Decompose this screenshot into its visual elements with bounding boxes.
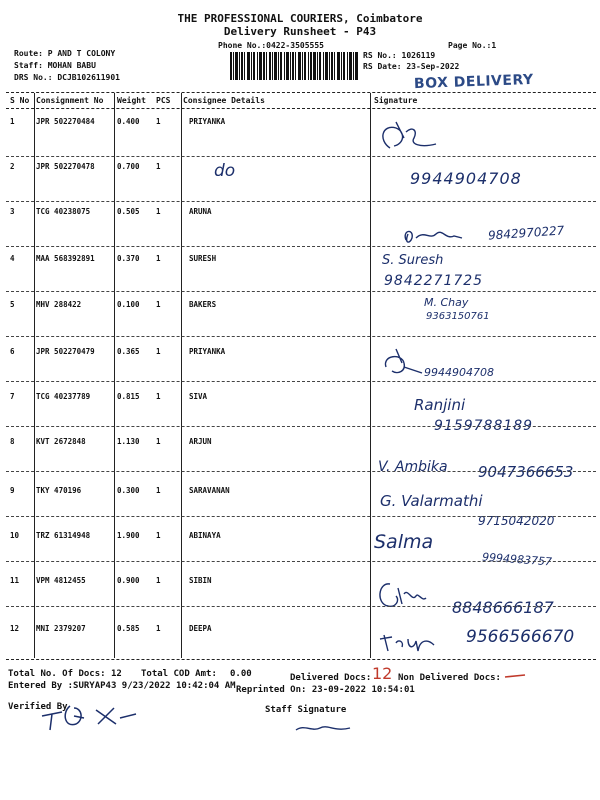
total-cod-label: Total COD Amt:	[141, 669, 217, 679]
row-consignment: JPR 502270479	[36, 347, 95, 356]
row-sno: 12	[10, 624, 20, 633]
row-consignee: SIVA	[189, 392, 208, 401]
row-pcs: 1	[156, 624, 161, 633]
table-row	[0, 202, 600, 246]
row-weight: 0.365	[117, 347, 140, 356]
row-consignee: ABINAYA	[189, 531, 221, 540]
col-header-signature: Signature	[374, 96, 418, 105]
staff-signature-label: Staff Signature	[265, 705, 347, 715]
row-consignee: ARJUN	[189, 437, 212, 446]
row-pcs: 1	[156, 162, 161, 171]
table-row	[0, 562, 600, 617]
table-top-rule	[6, 92, 596, 93]
row-sno: 2	[10, 162, 15, 171]
signature-phone: 9363150761	[426, 311, 490, 322]
signature-name: G. Valarmathi	[380, 492, 483, 510]
signature-scribble	[378, 629, 440, 657]
row-sno: 10	[10, 531, 20, 540]
row-weight: 0.815	[117, 392, 140, 401]
signature-name: S. Suresh	[382, 253, 444, 268]
table-row	[0, 292, 600, 336]
row-consignment: MNI 2379207	[36, 624, 86, 633]
row-pcs: 1	[156, 300, 161, 309]
row-consignee: DEEPA	[189, 624, 212, 633]
row-weight: 0.400	[117, 117, 140, 126]
row-consignment: TKY 470196	[36, 486, 82, 495]
row-consignee: PRIYANKA	[189, 347, 226, 356]
table-row	[0, 607, 600, 659]
signature-name: V. Ambika	[378, 459, 448, 475]
row-pcs: 1	[156, 576, 161, 585]
col-header-weight: Weight	[117, 96, 146, 105]
row-consignee: SIBIN	[189, 576, 212, 585]
box-delivery-stamp: BOX DELIVERY	[413, 71, 534, 93]
row-consignment: TCG 40237789	[36, 392, 91, 401]
row-consignee: ARUNA	[189, 207, 212, 216]
entered-by: Entered By :SURYAP43 9/23/2022 10:42:04 AM	[8, 681, 236, 691]
row-consignee: BAKERS	[189, 300, 217, 309]
table-row	[0, 472, 600, 528]
row-consignee: SARAVANAN	[189, 486, 230, 495]
table-row	[0, 427, 600, 481]
staff-signature	[294, 720, 354, 736]
non-delivered-dash	[503, 672, 529, 680]
signature-phone: 9944904708	[424, 366, 494, 379]
row-pcs: 1	[156, 437, 161, 446]
row-sno: 4	[10, 254, 15, 263]
signature-scribble	[376, 118, 446, 158]
row-weight: 0.900	[117, 576, 140, 585]
row-sno: 9	[10, 486, 15, 495]
route-label: Route: P AND T COLONY	[14, 49, 116, 58]
row-weight: 0.585	[117, 624, 140, 633]
signature-phone: 9047366653	[478, 463, 574, 481]
row-pcs: 1	[156, 347, 161, 356]
row-sno: 11	[10, 576, 20, 585]
col-header-consignee: Consignee Details	[183, 96, 265, 105]
signature-phone: 9842970227	[487, 223, 565, 243]
table-row	[0, 517, 600, 569]
ditto-mark: do	[214, 161, 236, 181]
col-header-pcs: PCS	[156, 96, 171, 105]
row-sno: 3	[10, 207, 15, 216]
signature-name: Ranjini	[414, 396, 466, 414]
row-weight: 0.700	[117, 162, 140, 171]
row-consignment: TCG 40238075	[36, 207, 91, 216]
page-number: Page No.:1	[448, 41, 497, 50]
col-header-sno: S No	[10, 96, 30, 105]
row-sno: 7	[10, 392, 15, 401]
table-row	[0, 157, 600, 201]
row-pcs: 1	[156, 207, 161, 216]
row-weight: 0.505	[117, 207, 140, 216]
row-weight: 1.900	[117, 531, 140, 540]
row-consignment: JPR 502270484	[36, 117, 95, 126]
row-consignee: SURESH	[189, 254, 217, 263]
rs-number: RS No.: 1026119	[363, 51, 436, 60]
signature-name: Salma	[374, 531, 434, 553]
table-row	[0, 382, 600, 434]
signature-phone: 9994983757	[481, 550, 553, 569]
row-weight: 0.100	[117, 300, 140, 309]
rs-date: RS Date: 23-Sep-2022	[363, 62, 460, 71]
row-weight: 0.370	[117, 254, 140, 263]
row-sno: 5	[10, 300, 15, 309]
barcode	[230, 52, 358, 80]
row-weight: 1.130	[117, 437, 140, 446]
signature-phone: 9842271725	[384, 273, 484, 289]
total-cod-value: 0.00	[230, 669, 252, 679]
row-consignment: JPR 502270478	[36, 162, 95, 171]
row-pcs: 1	[156, 486, 161, 495]
row-pcs: 1	[156, 254, 161, 263]
table-row	[0, 112, 600, 156]
col-header-consignment: Consignment No	[36, 96, 104, 105]
row-consignment: MAA 568392891	[36, 254, 95, 263]
row-pcs: 1	[156, 117, 161, 126]
row-pcs: 1	[156, 531, 161, 540]
table-row	[0, 247, 600, 291]
verified-by-label: Verified By	[8, 702, 68, 712]
delivered-docs-label: Delivered Docs:	[290, 673, 372, 683]
row-sno: 1	[10, 117, 15, 126]
signature-phone: 8848666187	[452, 598, 554, 617]
row-pcs: 1	[156, 392, 161, 401]
signature-name: M. Chay	[424, 296, 469, 309]
row-sno: 6	[10, 347, 15, 356]
signature-phone: 9944904708	[410, 169, 522, 188]
table-row	[0, 337, 600, 381]
signature-phone: 9566566670	[466, 627, 575, 647]
phone-number: Phone No.:0422-3505555	[218, 41, 324, 50]
row-consignment: MHV 288422	[36, 300, 82, 309]
row-consignment: KVT 2672848	[36, 437, 86, 446]
verified-signature	[40, 698, 160, 736]
signature-phone: 9159788189	[434, 418, 534, 434]
row-sno: 8	[10, 437, 15, 446]
signature-scribble	[378, 345, 428, 381]
table-header-rule	[6, 108, 596, 109]
total-docs: Total No. Of Docs: 12	[8, 669, 122, 679]
row-consignee: PRIYANKA	[189, 117, 226, 126]
reprinted-on: Reprinted On: 23-09-2022 10:54:01	[236, 685, 415, 695]
delivered-docs-value: 12	[372, 664, 393, 683]
table-bottom-rule	[6, 659, 596, 660]
company-title: THE PROFESSIONAL COURIERS, Coimbatore	[177, 12, 423, 25]
row-weight: 0.300	[117, 486, 140, 495]
row-consignment: VPM 4812455	[36, 576, 86, 585]
non-delivered-label: Non Delivered Docs:	[398, 673, 501, 683]
drs-number: DRS No.: DCJB102611901	[14, 73, 120, 82]
row-consignment: TRZ 61314948	[36, 531, 91, 540]
staff-label: Staff: MOHAN BABU	[14, 61, 96, 70]
signature-phone: 9715042020	[478, 514, 555, 528]
runsheet-title: Delivery Runsheet - P43	[223, 25, 377, 38]
signature-scribble	[402, 224, 482, 246]
